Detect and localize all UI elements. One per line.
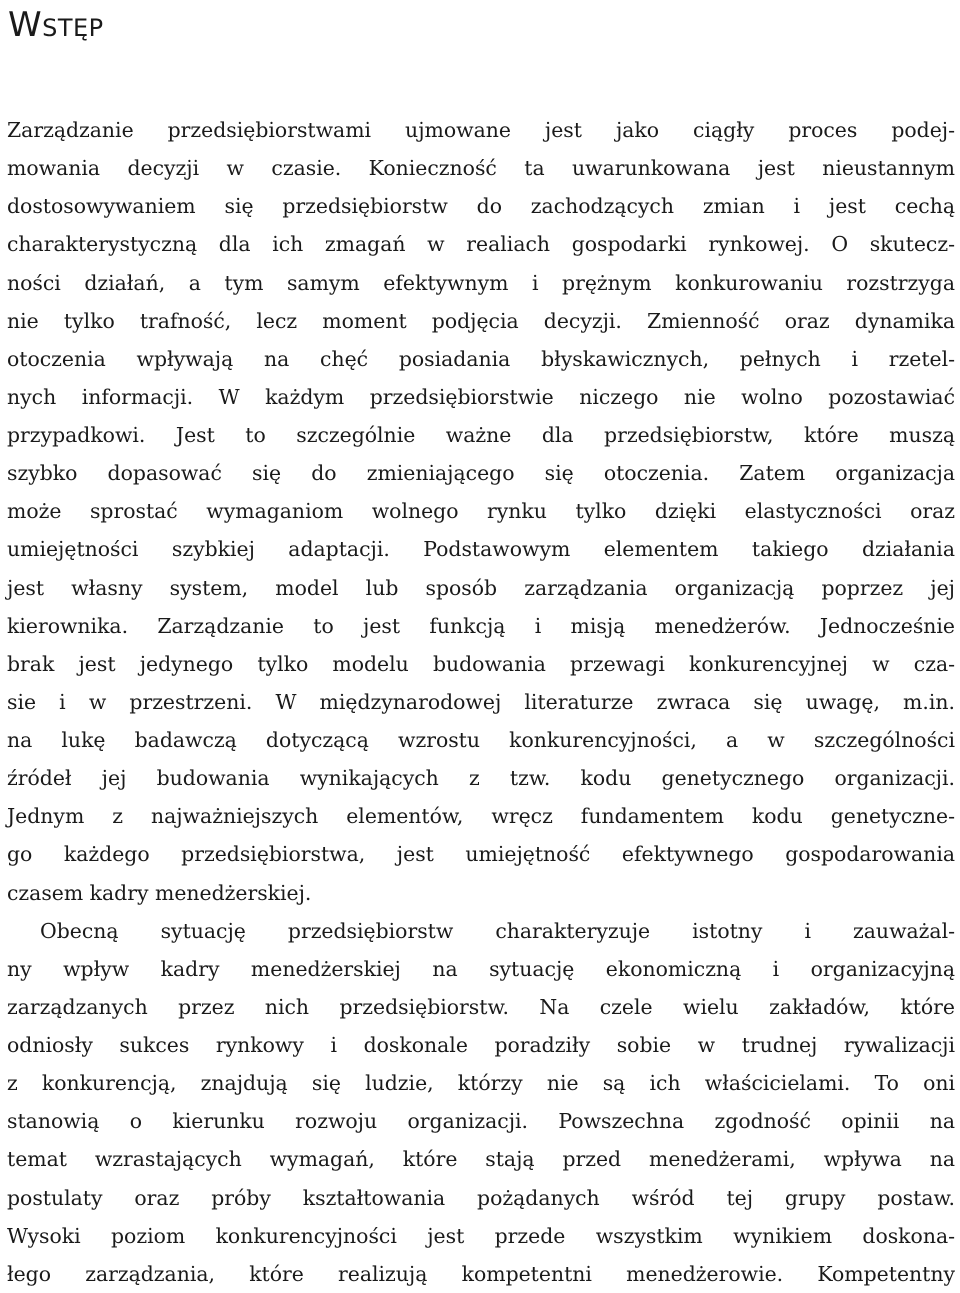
text-line: Wysoki poziom konkurencyjności jest przede wszystkim wynikiem doskona-	[7, 1223, 955, 1248]
text-line: stanowią o kierunku rozwoju organizacji. Powszechna zgodność opinii na	[7, 1109, 955, 1134]
text-line: może sprostać wymaganiom wolnego rynku tylko dzięki elastyczności oraz	[7, 499, 955, 524]
text-line: szybko dopasować się do zmieniającego się otoczenia. Zatem organizacja	[7, 461, 955, 486]
text-line: nie tylko trafność, lecz moment podjęcia decyzji. Zmienność oraz dynamika	[7, 308, 955, 333]
text-line: czasem kadry menedżerskiej.	[7, 880, 312, 905]
text-line: charakterystyczną dla ich zmagań w realiach gospodarki rynkowej. O skutecz-	[7, 232, 955, 257]
text-line: przypadkowi. Jest to szczególnie ważne dla przedsiębiorstw, które muszą	[7, 423, 955, 447]
text-line: brak jest jedynego tylko modelu budowania przewagi konkurencyjnej w cza-	[7, 651, 955, 676]
text-line: jest własny system, model lub sposób zarządzania organizacją poprzez jej	[7, 575, 955, 600]
text-line: z konkurencją, znajdują się ludzie, którzy nie są ich właścicielami. To oni	[7, 1071, 955, 1096]
text-line: sie i w przestrzeni. W międzynarodowej literaturze zwraca się uwagę, m.in.	[7, 689, 955, 714]
text-line: otoczenia wpływają na chęć posiadania błyskawicznych, pełnych i rzetel-	[7, 346, 955, 371]
text-line: temat wzrastających wymagań, które stają przed menedżerami, wpływa na	[7, 1147, 955, 1172]
text-line: mowania decyzji w czasie. Konieczność ta uwarunkowana jest nieustannym	[7, 156, 955, 181]
text-line: kierownika. Zarządzanie to jest funkcją i misją menedżerów. Jednocześnie	[7, 613, 955, 638]
paragraph-1	[7, 111, 955, 912]
paragraph-2	[7, 912, 955, 1293]
text-line: łego zarządzania, które realizują kompetentni menedżerowie. Kompetentny	[7, 1261, 955, 1286]
text-line: źródeł jej budowania wynikających z tzw. kodu genetycznego organizacji.	[7, 766, 955, 791]
text-line: postulaty oraz próby kształtowania pożądanych wśród tej grupy postaw.	[7, 1185, 955, 1210]
text-line: ności działań, a tym samym efektywnym i prężnym konkurowaniu rozstrzyga	[7, 270, 955, 295]
text-line: odniosły sukces rynkowy i doskonale poradziły sobie w trudnej rywalizacji	[7, 1033, 955, 1057]
chapter-heading: Wstęp	[8, 5, 104, 45]
text-line: na lukę badawczą dotyczącą wzrostu konkurencyjności, a w szczególności	[7, 728, 955, 752]
body-text	[7, 111, 955, 1293]
text-line: umiejętności szybkiej adaptacji. Podstawowym elementem takiego działania	[7, 537, 955, 562]
text-line: ny wpływ kadry menedżerskiej na sytuację ekonomiczną i organizacyjną	[7, 956, 955, 981]
text-line: Jednym z najważniejszych elementów, wręcz fundamentem kodu genetyczne-	[7, 804, 955, 829]
text-line: Obecną sytuację przedsiębiorstw charakteryzuje istotny i zauważal-	[40, 918, 955, 943]
text-line: Zarządzanie przedsiębiorstwami ujmowane jest jako ciągły proces podej-	[7, 118, 955, 142]
text-line: nych informacji. W każdym przedsiębiorstwie niczego nie wolno pozostawiać	[7, 384, 955, 409]
text-line: go każdego przedsiębiorstwa, jest umiejętność efektywnego gospodarowania	[7, 842, 955, 867]
text-line: dostosowywaniem się przedsiębiorstw do zachodzących zmian i jest cechą	[7, 194, 955, 219]
text-line: zarządzanych przez nich przedsiębiorstw. Na czele wielu zakładów, które	[7, 994, 955, 1019]
